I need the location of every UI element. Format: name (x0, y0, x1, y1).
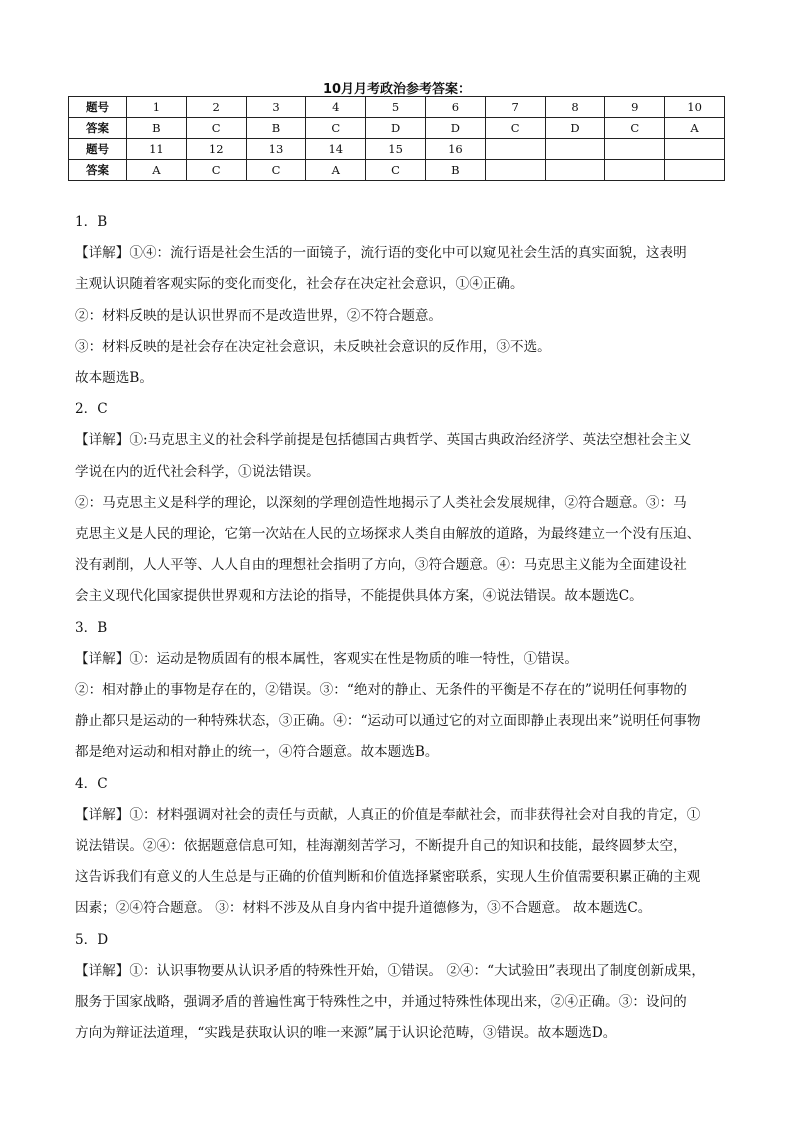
text-line: 【详解】①:马克思主义的社会科学前提是包括德国古典哲学、英国古典政治经济学、英法空想社会主义 (75, 432, 692, 449)
table-cell: C (485, 118, 545, 139)
text-line: ②：材料反映的是认识世界而不是改造世界，②不符合题意。 (75, 307, 443, 324)
table-cell: D (545, 118, 605, 139)
row-label: 题号 (69, 139, 127, 160)
table-cell: C (186, 160, 246, 181)
text-line: 4．C (75, 775, 108, 792)
text-line: 【详解】①：运动是物质固有的根本属性，客观实在性是物质的唯一特性，①错误。 (75, 650, 578, 667)
table-cell: 2 (186, 97, 246, 118)
text-line: 克思主义是人民的理论，它第一次站在人民的立场探求人类自由解放的道路，为最终建立一个没有压迫、 (75, 526, 701, 543)
table-cell: A (127, 160, 187, 181)
table-cell (485, 160, 545, 181)
text-line: 会主义现代化国家提供世界观和方法论的指导，不能提供具体方案，④说法错误。故本题选C。 (75, 588, 643, 605)
table-cell: 6 (425, 97, 485, 118)
text-line: 【详解】①：材料强调对社会的责任与贡献，人真正的价值是奉献社会，而非获得社会对自我的肯定，① (75, 806, 701, 823)
table-cell: 14 (306, 139, 366, 160)
table-cell: B (127, 118, 187, 139)
table-cell: C (605, 118, 665, 139)
text-line: 2．C (75, 401, 108, 418)
table-cell: 12 (186, 139, 246, 160)
table-cell (545, 139, 605, 160)
table-cell: B (425, 160, 485, 181)
text-line: ②：相对静止的事物是存在的，②错误。③：“绝对的静止、无条件的平衡是不存在的”说明任何事物的 (75, 682, 688, 699)
table-cell: 9 (605, 97, 665, 118)
table-cell (665, 139, 725, 160)
table-cell (605, 160, 665, 181)
text-line: 说法错误。②④：依据题意信息可知，桂海潮刻苦学习，不断提升自己的知识和技能，最终圆梦太空， (75, 838, 687, 855)
table-cell: A (665, 118, 725, 139)
text-line: 都是绝对运动和相对静止的统一，④符合题意。故本题选B。 (75, 744, 439, 761)
table-cell: 15 (366, 139, 426, 160)
table-cell: C (366, 160, 426, 181)
text-line: 【详解】①④：流行语是社会生活的一面镜子，流行语的变化中可以窥见社会生活的真实面貌，这表明 (75, 245, 687, 262)
table-cell: C (246, 160, 306, 181)
answer-table (68, 96, 725, 181)
text-line: 因素；②④符合题意。 ③：材料不涉及从自身内省中提升道德修为，③不合题意。 故本题选C。 (75, 900, 652, 917)
text-line: ③：材料反映的是社会存在决定社会意识，未反映社会意识的反作用，③不选。 (75, 338, 551, 355)
table-row (69, 97, 725, 118)
table-cell: C (306, 118, 366, 139)
table-cell: 4 (306, 97, 366, 118)
table-cell (545, 160, 605, 181)
table-cell: D (366, 118, 426, 139)
text-line: 5．D (75, 931, 109, 948)
table-cell: C (186, 118, 246, 139)
text-line: 这告诉我们有意义的人生总是与正确的价值判断和价值选择紧密联系，实现人生价值需要积累正确的主观 (75, 869, 701, 886)
table-cell: A (306, 160, 366, 181)
table-cell: 1 (127, 97, 187, 118)
table-cell: 3 (246, 97, 306, 118)
text-line: 学说在内的近代社会科学，①说法错误。 (75, 463, 320, 480)
table-cell: 11 (127, 139, 187, 160)
table-cell: D (425, 118, 485, 139)
text-line: 方向为辩证法道理，“实践是获取认识的唯一来源”属于认识论范畴，③错误。故本题选D。 (75, 1025, 617, 1042)
text-line: 静止都只是运动的一种特殊状态，③正确。④：“运动可以通过它的对立面即静止表现出来”说明任何事物 (75, 713, 701, 730)
table-cell (485, 139, 545, 160)
table-cell: 10 (665, 97, 725, 118)
table-cell: 7 (485, 97, 545, 118)
text-line: 主观认识随着客观实际的变化而变化，社会存在决定社会意识，①④正确。 (75, 276, 524, 293)
text-line: 【详解】①：认识事物要从认识矛盾的特殊性开始，①错误。 ②④：“大试验田”表现出了制度创新成果， (75, 962, 705, 979)
table-row (69, 139, 725, 160)
text-line: 3．B (75, 619, 108, 636)
text-line: ②：马克思主义是科学的理论，以深刻的学理创造性地揭示了人类社会发展规律，②符合题意。③：马 (75, 494, 687, 511)
row-label: 题号 (69, 97, 127, 118)
table-cell: 16 (425, 139, 485, 160)
text-line: 故本题选B。 (75, 370, 153, 387)
table-cell: 8 (545, 97, 605, 118)
table-cell: 13 (246, 139, 306, 160)
text-line: 没有剥削，人人平等、人人自由的理想社会指明了方向，③符合题意。④：马克思主义能为全面建设社 (75, 557, 687, 574)
row-label: 答案 (69, 118, 127, 139)
table-cell: 5 (366, 97, 426, 118)
table-row (69, 118, 725, 139)
table-row (69, 160, 725, 181)
table-cell (605, 139, 665, 160)
explanation-body (75, 207, 735, 1049)
page-title: 10月月考政治参考答案： (322, 82, 472, 97)
table-cell (665, 160, 725, 181)
text-line: 服务于国家战略，强调矛盾的普遍性寓于特殊性之中，并通过特殊性体现出来，②④正确。③：设问的 (75, 994, 687, 1011)
text-line: 1．B (75, 214, 108, 230)
row-label: 答案 (69, 160, 127, 181)
table-cell: B (246, 118, 306, 139)
